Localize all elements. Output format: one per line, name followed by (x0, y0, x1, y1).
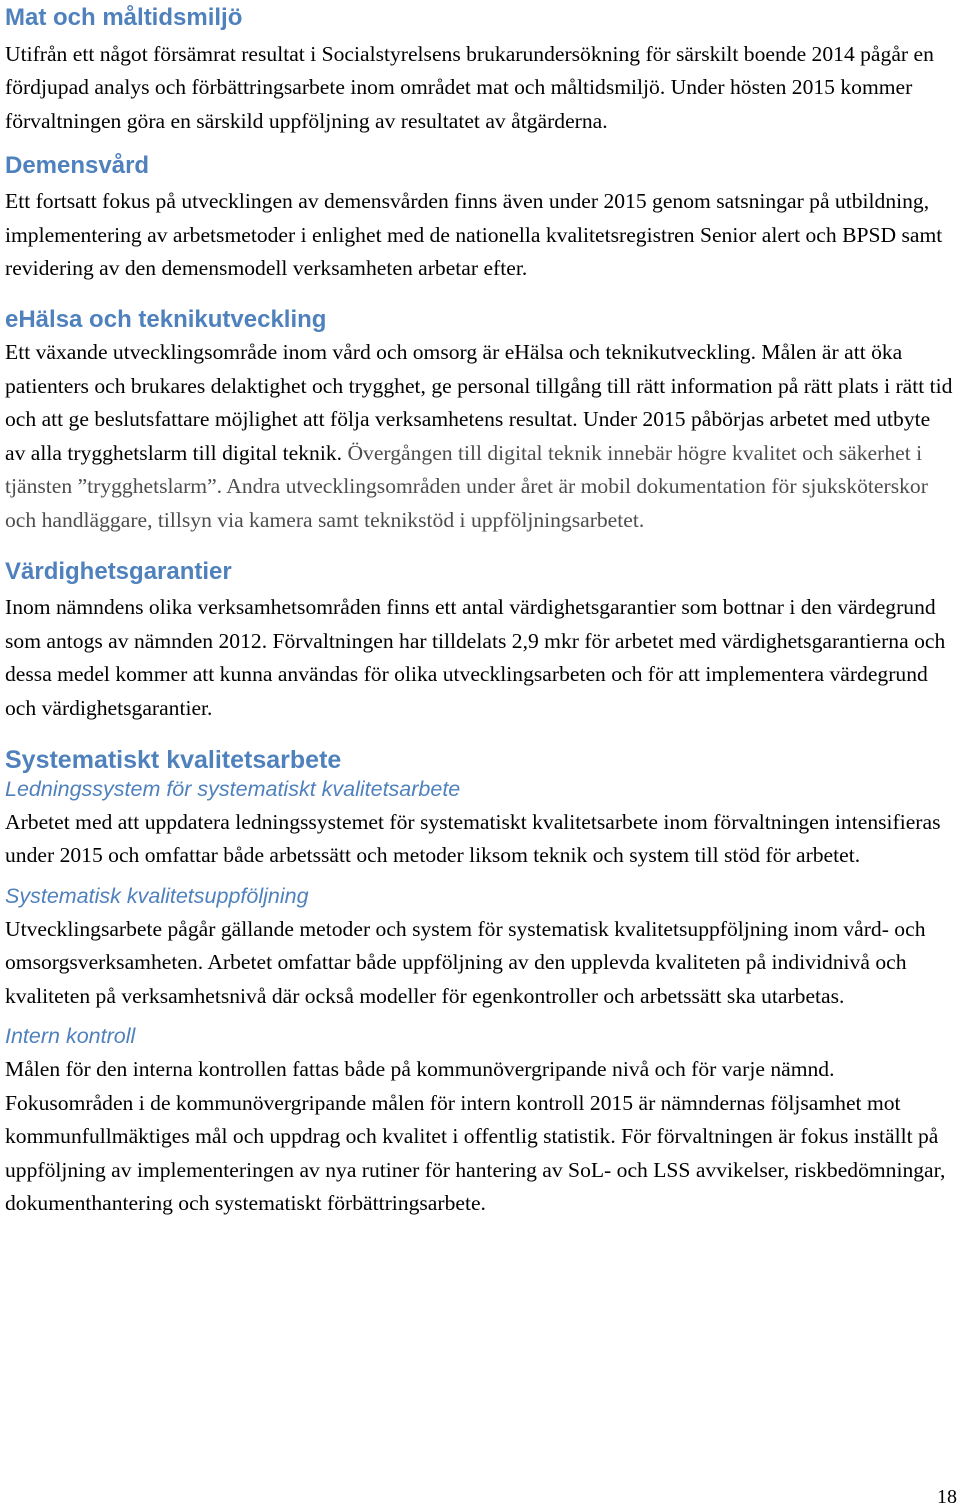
section-heading-vardighet: Värdighetsgarantier (5, 558, 232, 586)
section-text-ehalsa (5, 336, 955, 537)
section-text-mat: Utifrån ett något försämrat resultat i Socialstyrelsens brukarundersökning för särskilt boende 2014 pågår en fördjupad analys och förbättringsarbete inom området mat och måltidsmiljö. Under hösten 2015 kommer förvaltningen göra en särskild uppföljning av resultatet av åtgärderna. (5, 41, 934, 133)
text-ledningssystem: Arbetet med att uppdatera ledningssystemet för systematiskt kvalitetsarbete inom förvaltningen intensifieras under 2015 och omfattar både arbetssätt och metoder liksom teknik och system till stöd för arbetet. (5, 809, 941, 868)
section-heading-kvalitet: Systematiskt kvalitetsarbete (5, 746, 342, 775)
section-text-demensvard: Ett fortsatt fokus på utvecklingen av demensvården finns även under 2015 genom satsningar på utbildning, implementering av arbetsmetoder i enlighet med de nationella kvalitetsregistren Senior alert och BPSD samt revidering av den demensmodell verksamheten arbetar efter. (5, 189, 943, 281)
ehalsa-text-main: Ett växande utvecklingsområde inom vård och omsorg är eHälsa och teknikutveckling. Målen är att öka patienters och brukares delaktighet och trygghet, ge personal tillgång till rätt information på rätt plats i rätt tid och att ge beslutsfattare möjlighet att följa verksamhetens resultat. Under 2015 påbörjas arbetet med utbyte av alla trygghetslarm till digital teknik. (5, 340, 953, 465)
subheading-intern-kontroll: Intern kontroll (5, 1024, 136, 1049)
subheading-ledningssystem: Ledningssystem för systematiskt kvalitetsarbete (5, 777, 461, 802)
section-heading-demensvard: Demensvård (5, 152, 150, 180)
ehalsa-text-gray: Övergången till digital teknik innebär högre kvalitet och säkerhet i tjänsten ”trygghetslarm”. Andra utvecklingsområden under året är mobil dokumentation för sjuksköterskor och handläggare, tillsyn via kamera samt teknikstöd i uppföljningsarbetet. (5, 440, 928, 532)
text-kvalitetsuppfoljning: Utvecklingsarbete pågår gällande metoder och system för systematisk kvalitetsuppföljning inom vård- och omsorgsverksamheten. Arbetet omfattar både uppföljning av den upplevda kvaliteten på individnivå och kvaliteten på verksamhetsnivå där också modeller för egenkontroller och arbetssätt ska utarbetas. (5, 916, 926, 1008)
text-intern-kontroll: Målen för den interna kontrollen fattas både på kommunövergripande nivå och för varje nämnd. Fokusområden i de kommunövergripande målen för intern kontroll 2015 är nämndernas följsamhet mot kommunfullmäktiges mål och uppdrag och kvalitet i offentlig statistik. För förvaltningen är fokus inställt på uppföljning av implementeringen av nya rutiner för hantering av SoL- och LSS avvikelser, riskbedömningar, dokumenthantering och systematiskt förbättringsarbete. (5, 1057, 946, 1216)
document-page (5, 0, 955, 1221)
section-text-vardighet: Inom nämndens olika verksamhetsområden finns ett antal värdighetsgarantier som bottnar i den värdegrund som antogs av nämnden 2012. Förvaltningen har tilldelats 2,9 mkr för arbetet med värdighetsgarantierna och dessa medel kommer att kunna användas för olika utvecklingsarbeten och för att implementera värdegrund och värdighetsgarantier. (5, 595, 946, 720)
page-number: 18 (937, 1486, 957, 1508)
section-heading-mat: Mat och måltidsmiljö (5, 4, 243, 31)
section-heading-ehalsa: eHälsa och teknikutveckling (5, 305, 327, 333)
subheading-kvalitetsuppfoljning: Systematisk kvalitetsuppföljning (5, 883, 309, 908)
